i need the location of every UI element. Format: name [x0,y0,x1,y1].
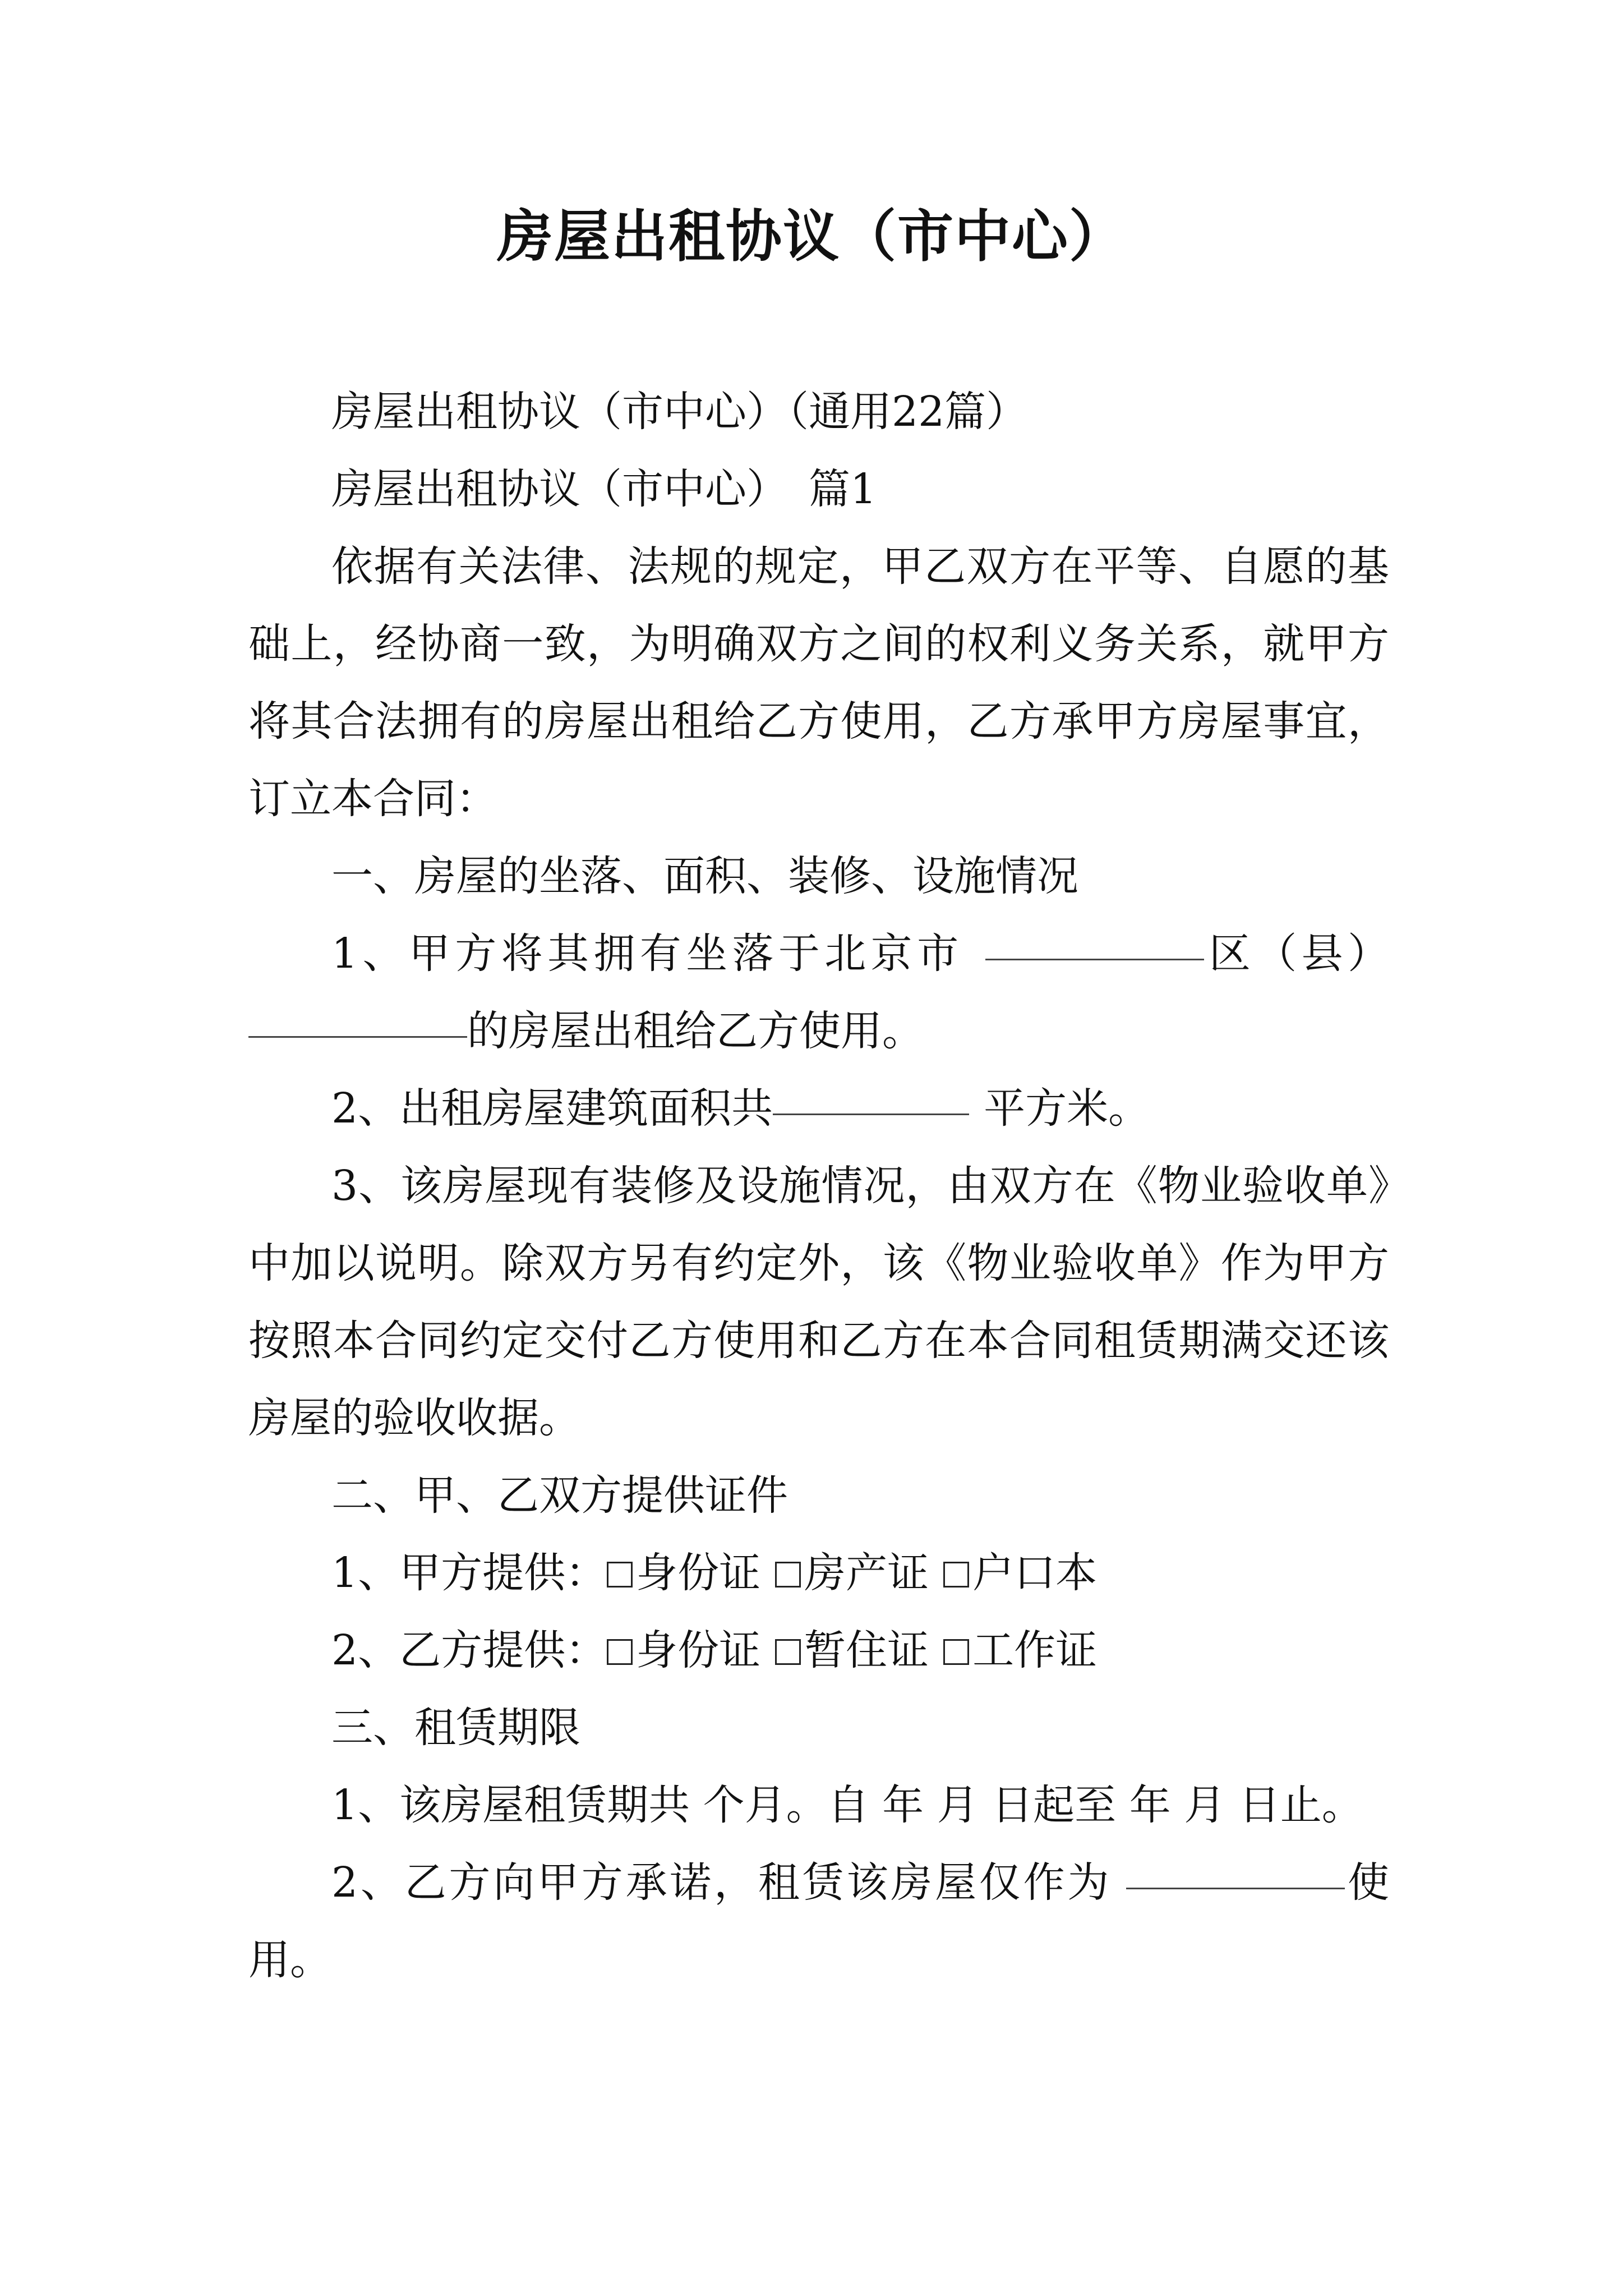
document-body [248,373,1389,1999]
section-heading-documents: 二、甲、乙双方提供证件 [331,1471,788,1520]
clause-facilities: 3、该房屋现有装修及设施情况，由双方在《物业验收单》中加以说明。除双方另有约定外，该《物业验收单》作为甲方按照本合同约定交付乙方使用和乙方在本合同租赁期满交还该房屋的验收收据。 [248,1162,1389,1442]
preamble-paragraph: 依据有关法律、法规的规定，甲乙双方在平等、自愿的基础上，经协商一致，为明确双方之间的权利义务关系，就甲方将其合法拥有的房屋出租给乙方使用，乙方承甲方房屋事宜，订立本合同： [248,542,1389,823]
clause-location [248,915,1389,1070]
clause-location-text-b: 区（县） [1204,930,1389,978]
address-blank [248,1036,467,1038]
party-b-label: 2、乙方提供： [331,1626,607,1674]
checkbox-icon [943,1562,969,1588]
clause-location-text-c: 的房屋出租给乙方使用。 [467,1007,924,1055]
clause-location-text-a: 1、甲方将其拥有坐落于北京市 [331,930,963,978]
clause-area-text-b: 平方米。 [984,1084,1150,1133]
clause-usage [248,1844,1389,1999]
checkbox-icon [775,1639,801,1665]
section-heading-term: 三、租赁期限 [331,1704,580,1752]
checkbox-icon [775,1562,801,1588]
party-b-doc-item: 暂住证 [804,1626,929,1674]
checkbox-icon [607,1562,633,1588]
party-b-documents [248,1612,1389,1689]
party-b-doc-item: 工作证 [972,1626,1098,1674]
party-a-doc-item: 房产证 [804,1549,929,1597]
area-blank [773,1113,969,1115]
clause-usage-text-a: 2、乙方向甲方承诺，租赁该房屋仅作为 [331,1858,1112,1907]
party-a-doc-item: 身份证 [636,1549,761,1597]
party-a-documents [248,1534,1389,1612]
clause-area [248,1070,1389,1147]
district-blank [985,958,1204,960]
checkbox-icon [943,1639,969,1665]
clause-term-period: 1、该房屋租赁期共 个月。自 年 月 日起至 年 月 日止。 [331,1781,1363,1829]
party-a-label: 1、甲方提供： [331,1549,607,1597]
checkbox-icon [607,1639,633,1665]
clause-area-text-a: 2、出租房屋建筑面积共 [331,1084,773,1133]
document-title: 房屋出租协议（市中心） [497,204,1126,269]
clause-usage-text-b: 使用。 [248,1858,1389,1984]
collection-heading: 房屋出租协议（市中心）（通用22篇） [331,388,1028,436]
article-heading: 房屋出租协议（市中心） 篇1 [331,465,877,513]
section-heading-property: 一、房屋的坐落、面积、装修、设施情况 [331,852,1078,900]
party-a-doc-item: 户口本 [972,1549,1098,1597]
usage-blank [1126,1887,1345,1889]
party-b-doc-item: 身份证 [636,1626,761,1674]
